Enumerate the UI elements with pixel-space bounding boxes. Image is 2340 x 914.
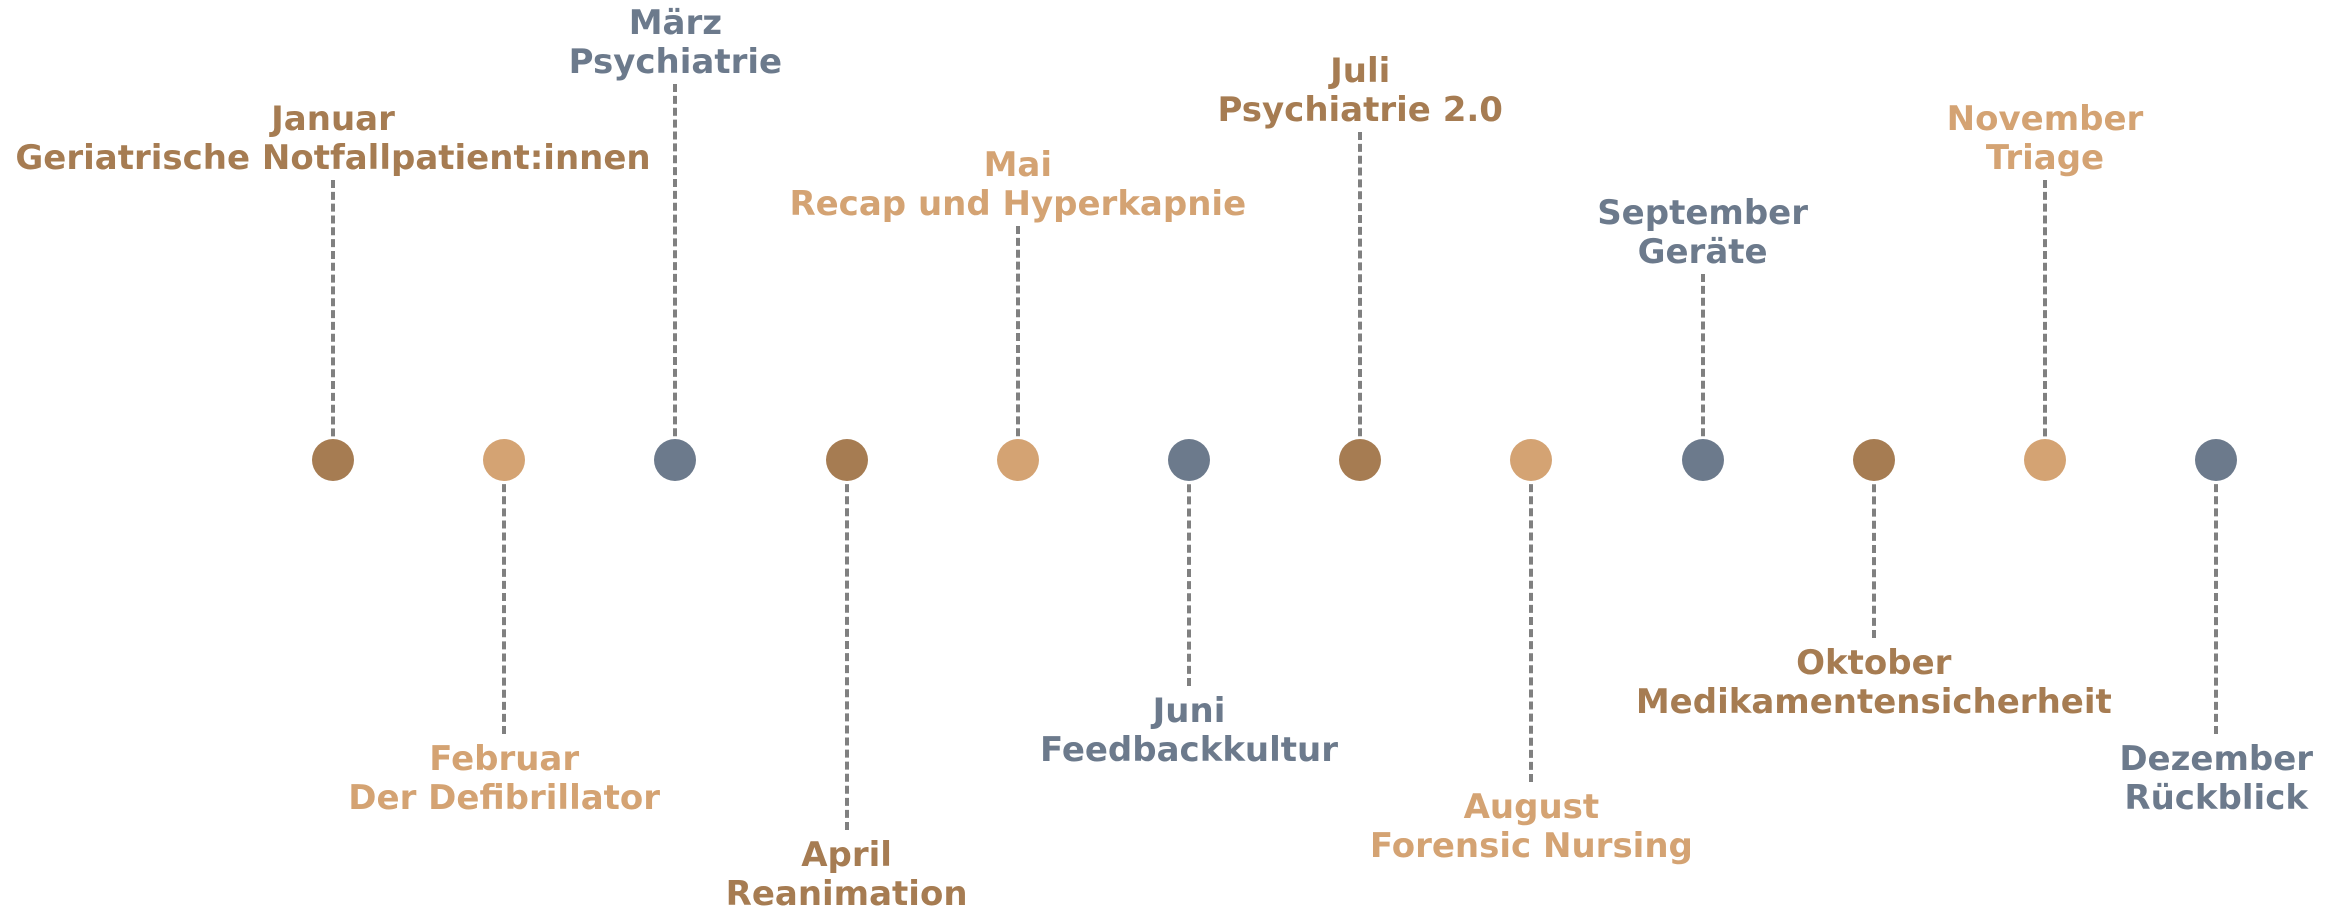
timeline-label xyxy=(144,740,864,818)
event-topic: Recap und Hyperkapnie xyxy=(789,184,1247,224)
event-month: April xyxy=(801,835,892,875)
timeline-label xyxy=(487,836,1207,914)
timeline-label xyxy=(1343,194,2063,272)
event-month: August xyxy=(1463,787,1600,827)
event-topic: Psychiatrie 2.0 xyxy=(1217,90,1503,130)
event-month: November xyxy=(1946,99,2144,139)
timeline-stem xyxy=(845,460,849,830)
timeline-dot-april xyxy=(826,439,868,481)
event-month: September xyxy=(1597,193,1808,233)
timeline-dot-januar xyxy=(312,439,354,481)
event-month: Juli xyxy=(1330,51,1391,91)
timeline-dot-februar xyxy=(483,439,525,481)
timeline-stem xyxy=(2214,460,2218,734)
timeline-dot-juni xyxy=(1168,439,1210,481)
timeline-label xyxy=(1514,644,2234,722)
event-month: Oktober xyxy=(1796,643,1952,683)
timeline-dot-oktober xyxy=(1853,439,1895,481)
timeline-label xyxy=(829,692,1549,770)
timeline-stem xyxy=(502,460,506,734)
timeline-dot-september xyxy=(1682,439,1724,481)
event-topic: Reanimation xyxy=(725,874,968,914)
timeline-label xyxy=(1000,52,1720,130)
event-month: März xyxy=(628,3,723,43)
timeline-stem xyxy=(1016,226,1020,460)
timeline-dot-märz xyxy=(654,439,696,481)
event-topic: Geräte xyxy=(1637,232,1768,272)
timeline-dot-juli xyxy=(1339,439,1381,481)
timeline-stem xyxy=(1358,132,1362,460)
timeline-stem xyxy=(331,180,335,460)
timeline-dot-dezember xyxy=(2195,439,2237,481)
timeline-label xyxy=(1171,788,1891,866)
timeline-dot-august xyxy=(1510,439,1552,481)
event-topic: Feedbackkultur xyxy=(1039,730,1339,770)
event-month: Januar xyxy=(271,99,395,139)
timeline-stem xyxy=(1872,460,1876,638)
event-month: Mai xyxy=(983,145,1053,185)
timeline-dot-november xyxy=(2024,439,2066,481)
event-month: Juni xyxy=(1152,691,1226,731)
event-topic: Der Defibrillator xyxy=(348,778,661,818)
event-topic: Geriatrische Notfallpatient:innen xyxy=(15,138,651,178)
timeline-stem xyxy=(2043,180,2047,460)
timeline-stem xyxy=(1187,460,1191,686)
timeline-label xyxy=(315,4,1035,82)
timeline-stem xyxy=(673,84,677,460)
timeline-dot-mai xyxy=(997,439,1039,481)
event-month: Dezember xyxy=(2119,739,2314,779)
event-topic: Psychiatrie xyxy=(568,42,783,82)
event-topic: Medikamentensicherheit xyxy=(1635,682,2112,722)
timeline-label xyxy=(2094,740,2338,818)
timeline-label xyxy=(0,100,693,178)
timeline-label xyxy=(658,146,1378,224)
event-topic: Triage xyxy=(1985,138,2105,178)
event-topic: Rückblick xyxy=(2124,778,2308,818)
timeline-label xyxy=(1752,100,2338,178)
timeline-stem xyxy=(1701,274,1705,460)
event-topic: Forensic Nursing xyxy=(1369,826,1693,866)
event-month: Februar xyxy=(429,739,580,779)
timeline-stem xyxy=(1529,460,1533,782)
